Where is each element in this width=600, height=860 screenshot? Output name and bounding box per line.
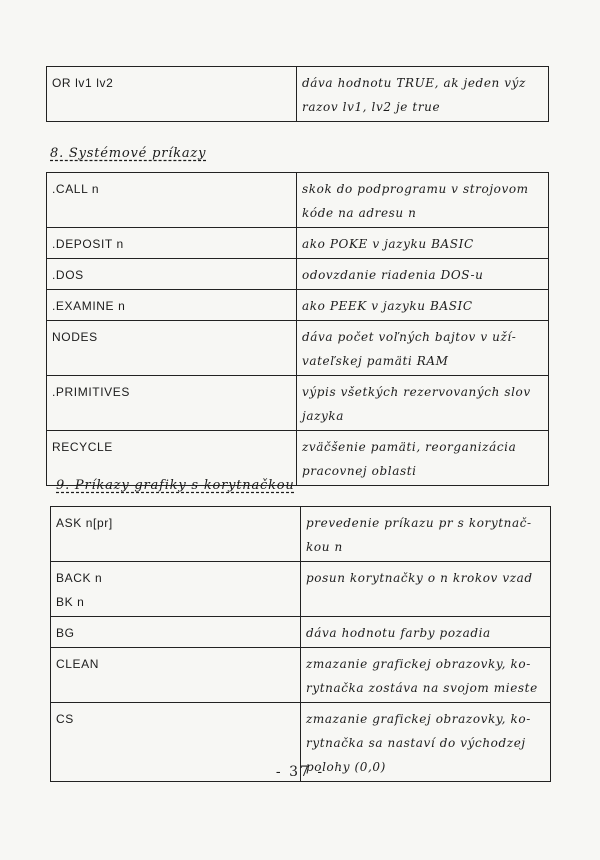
description-text: rytnačka sa nastaví do východzej — [306, 736, 526, 750]
description-cell — [297, 431, 549, 486]
command-cell — [47, 290, 297, 321]
command-text: NODES — [52, 330, 98, 344]
command-text: .DOS — [52, 268, 84, 282]
command-text: .DEPOSIT n — [52, 237, 124, 251]
command-cell — [51, 617, 301, 648]
command-text: ASK n[pr] — [56, 516, 113, 530]
description-text: kou n — [306, 540, 343, 554]
description-text: zmazanie grafickej obrazovky, ko- — [306, 712, 531, 726]
description-text: dáva hodnotu farby pozadia — [306, 626, 491, 640]
description-cell — [301, 507, 551, 562]
table-row — [51, 648, 551, 703]
command-text: .PRIMITIVES — [52, 385, 130, 399]
description-text: vateľskej pamäti RAM — [302, 354, 449, 368]
command-cell — [47, 321, 297, 376]
description-cell — [297, 228, 549, 259]
table-row — [51, 507, 551, 562]
description-text: rytnačka zostáva na svojom mieste — [306, 681, 538, 695]
table-row — [47, 290, 549, 321]
table-row — [47, 376, 549, 431]
command-text: BG — [56, 626, 75, 640]
description-cell — [297, 290, 549, 321]
command-cell — [47, 67, 297, 122]
description-text: dáva počet voľných bajtov v uží- — [302, 330, 517, 344]
command-text: .CALL n — [52, 182, 100, 196]
description-text: zväčšenie pamäti, reorganizácia — [302, 440, 517, 454]
description-cell — [301, 562, 551, 617]
turtle-graphics-table — [50, 506, 551, 782]
description-text: jazyka — [302, 409, 345, 423]
table-row — [47, 259, 549, 290]
description-text: ako POKE v jazyku BASIC — [302, 237, 474, 251]
command-cell — [47, 228, 297, 259]
description-cell — [301, 617, 551, 648]
description-text: posun korytnačky o n krokov vzad — [306, 571, 533, 585]
description-text: skok do podprogramu v strojovom — [302, 182, 529, 196]
command-text: OR lv1 lv2 — [52, 76, 114, 90]
command-cell — [51, 648, 301, 703]
command-cell — [47, 259, 297, 290]
command-text: .EXAMINE n — [52, 299, 126, 313]
description-cell — [297, 321, 549, 376]
system-commands-table — [46, 172, 549, 486]
page-number: - 37 - — [275, 764, 325, 780]
command-text: BACK n — [56, 571, 103, 585]
table-row — [47, 228, 549, 259]
command-cell — [47, 376, 297, 431]
description-cell — [297, 67, 549, 122]
command-cell — [51, 562, 301, 617]
description-text: ako PEEK v jazyku BASIC — [302, 299, 473, 313]
command-cell — [47, 173, 297, 228]
description-cell — [297, 173, 549, 228]
description-text: razov lv1, lv2 je true — [302, 100, 441, 114]
table-row — [51, 617, 551, 648]
section-9-heading: 9. Príkazy grafiky s korytnačkou — [56, 478, 295, 493]
table-row — [47, 67, 549, 122]
description-cell — [297, 259, 549, 290]
command-text: CLEAN — [56, 657, 100, 671]
description-text: odovzdanie riadenia DOS-u — [302, 268, 484, 282]
description-text: výpis všetkých rezervovaných slov — [302, 385, 531, 399]
description-cell — [301, 648, 551, 703]
description-text: kóde na adresu n — [302, 206, 417, 220]
command-text: BK n — [56, 595, 85, 609]
table-row — [47, 173, 549, 228]
top-command-table — [46, 66, 549, 122]
description-cell — [297, 376, 549, 431]
description-text: prevedenie príkazu pr s korytnač- — [306, 516, 532, 530]
table-row — [51, 562, 551, 617]
command-cell — [51, 507, 301, 562]
description-text: polohy (0,0) — [306, 760, 386, 774]
command-text: CS — [56, 712, 74, 726]
command-text: RECYCLE — [52, 440, 113, 454]
table-row — [47, 321, 549, 376]
description-text: pracovnej oblasti — [302, 464, 417, 478]
section-8-heading: 8. Systémové príkazy — [50, 146, 207, 161]
description-text: dáva hodnotu TRUE, ak jeden výz — [302, 76, 526, 90]
description-text: zmazanie grafickej obrazovky, ko- — [306, 657, 531, 671]
